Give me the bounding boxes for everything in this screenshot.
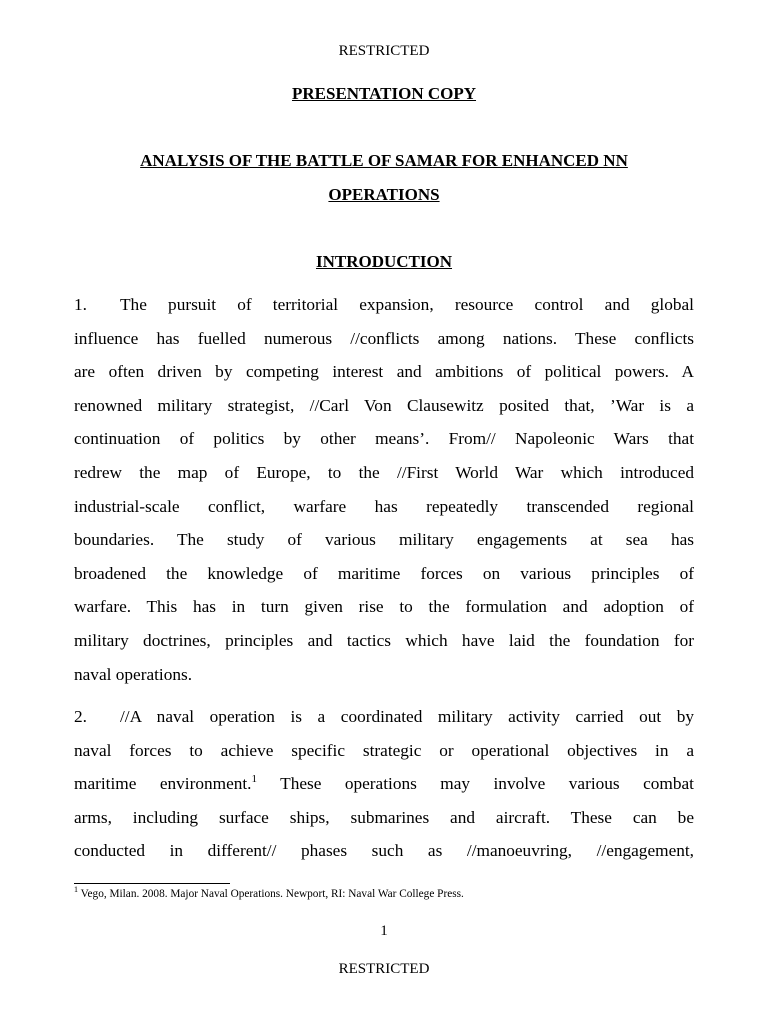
paragraph-1 [74, 288, 694, 691]
footnote-separator [74, 883, 230, 884]
paragraph-1-line: continuation of politics by other means’. From// Napoleonic Wars that [74, 429, 694, 449]
page-number: 1 [380, 923, 388, 939]
paragraph-1-line: naval operations. [74, 664, 193, 684]
paragraph-1-line: 1. The pursuit of territorial expansion, resource control and global [74, 288, 694, 322]
paragraph-1-line: military doctrines, principles and tactics which have laid the foundation for [74, 630, 694, 650]
footnote-reference: 1 [251, 773, 257, 786]
paragraph-1-line: industrial-scale conflict, warfare has repeatedly transcended regional [74, 496, 694, 516]
paragraph-1-line: influence has fuelled numerous //conflicts among nations. These conflicts [74, 328, 694, 348]
paragraph-2-line: maritime environment.$^1$ These operations may involve various combat [74, 773, 694, 794]
footnote-text: Vego, Milan. 2008. Major Naval Operations. Newport, RI: Naval War College Press. [80, 888, 464, 900]
paragraph-2-line: 2. //A naval operation is a coordinated military activity carried out by [74, 700, 694, 734]
paragraph-2-line: arms, including surface ships, submarines and aircraft. These can be [74, 807, 694, 827]
classification-header: RESTRICTED [338, 43, 430, 59]
paragraph-1-line: renowned military strategist, //Carl Von Clausewitz posited that, ’War is a [74, 395, 694, 415]
paragraph-1-line: redrew the map of Europe, to the //First World War which introduced [74, 462, 694, 482]
copy-marking: PRESENTATION COPY [291, 84, 477, 103]
document-title-line-2: OPERATIONS [328, 185, 440, 204]
paragraph-1-line: are often driven by competing interest and ambitions of political powers. A [74, 362, 694, 382]
paragraph-2-line: conducted in different// phases such as //manoeuvring, //engagement, [74, 841, 694, 861]
document-title-line-1: ANALYSIS OF THE BATTLE OF SAMAR FOR ENHANCED NN [140, 151, 628, 170]
paragraph-number: 1. [74, 295, 87, 314]
classification-footer: RESTRICTED [338, 961, 430, 977]
paragraph-1-line: boundaries. The study of various military engagements at sea has [74, 530, 694, 550]
paragraph-1-line: warfare. This has in turn given rise to the formulation and adoption of [74, 597, 694, 617]
footnote-marker: 1 [74, 885, 78, 895]
paragraph-1-line: broadened the knowledge of maritime forces on various principles of [74, 563, 694, 583]
section-heading: INTRODUCTION [315, 252, 453, 271]
paragraph-number: 2. [74, 707, 87, 726]
paragraph-2 [74, 700, 694, 868]
paragraph-2-line: naval forces to achieve specific strategic or operational objectives in a [74, 740, 694, 760]
footnote [74, 885, 464, 900]
